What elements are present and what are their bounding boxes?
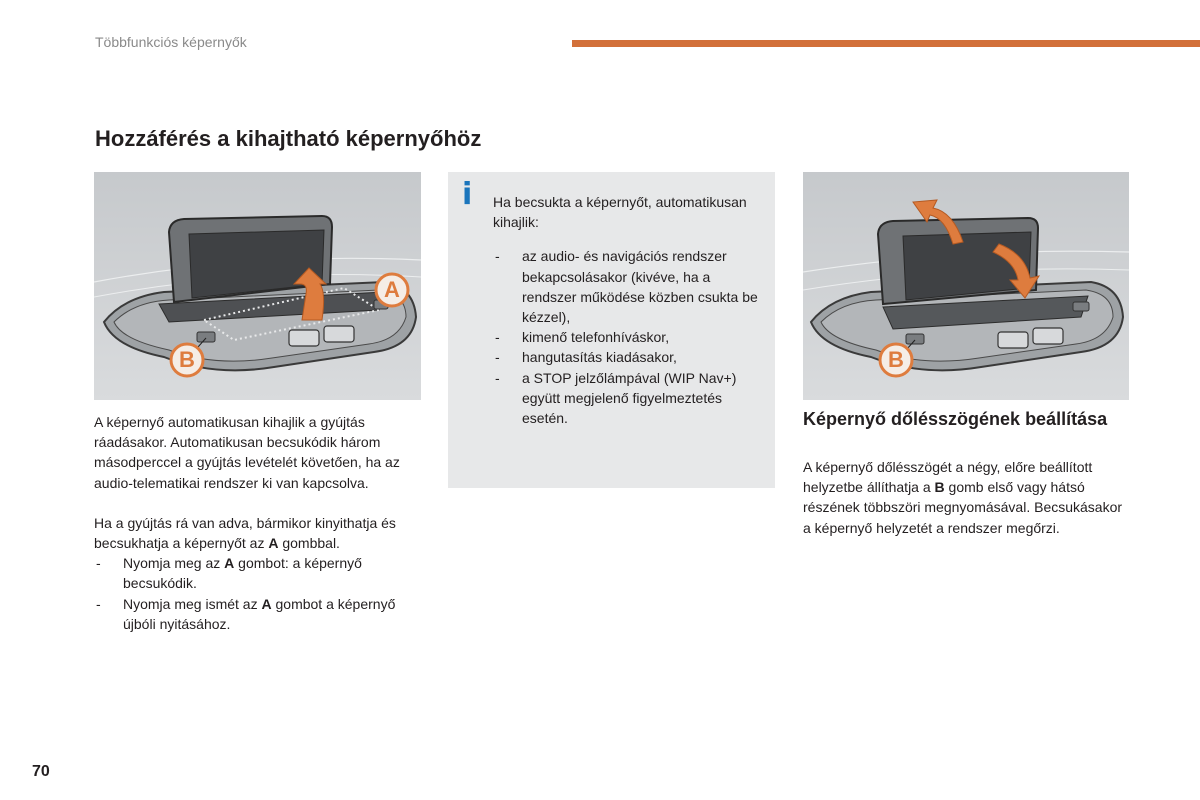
button-a-steps — [94, 553, 424, 634]
section-label: Többfunkciós képernyők — [95, 34, 247, 50]
illustration-screen-tilt — [803, 172, 1129, 400]
page-number: 70 — [32, 763, 50, 780]
list-item: - az audio- és navigációs rendszer bekapcsolásakor (kivéve, ha a rendszer működése közben csukta be kézzel), — [493, 246, 768, 327]
info-intro: Ha becsukta a képernyőt, automatikusan kihajlik: — [493, 194, 747, 231]
info-box — [448, 172, 775, 488]
label-b-text: B — [179, 347, 195, 372]
paragraph-tilt: A képernyő dőlésszögét a négy, előre beállított helyzetbe állíthatja a B gomb első vagy hátsó részének többszöri megnyomásával. Becsukásakor a képernyő helyzetét a rendszer megőrzi. — [803, 459, 1123, 536]
list-item: - a STOP jelzőlámpával (WIP Nav+) együtt megjelenő figyelmeztetés esetén. — [493, 368, 768, 429]
section-subheading: Képernyő dőlésszögének beállítása — [803, 409, 1108, 429]
paragraph-auto-unfold: A képernyő automatikusan kihajlik a gyújtás ráadásakor. Automatikusan becsukódik három másodperccel a gyújtás levételét követően, ha az audio-telematikai rendszer ki van kapcsolva. — [94, 414, 400, 491]
list-item: - kimenő telefonhíváskor, — [493, 327, 768, 347]
label-b-text: B — [888, 347, 904, 372]
info-text — [493, 178, 768, 428]
list-item: - hangutasítás kiadásakor, — [493, 347, 768, 367]
paragraph-manual-open: Ha a gyújtás rá van adva, bármikor kinyithatja és becsukhatja a képernyőt az A gombbal. — [94, 514, 396, 552]
list-item: - Nyomja meg ismét az A gombot a képernyő újbóli nyitásához. — [94, 594, 424, 634]
header-accent-bar — [572, 40, 1200, 47]
page-title: Hozzáférés a kihajtható képernyőhöz — [95, 126, 482, 151]
left-column-text — [94, 412, 424, 634]
right-column-text — [803, 457, 1131, 538]
list-item: - Nyomja meg az A gombot: a képernyő becsukódik. — [94, 553, 424, 593]
info-icon: i — [462, 177, 473, 212]
info-list — [493, 246, 768, 428]
label-a-text: A — [384, 277, 400, 302]
illustration-screen-unfold — [94, 172, 421, 400]
